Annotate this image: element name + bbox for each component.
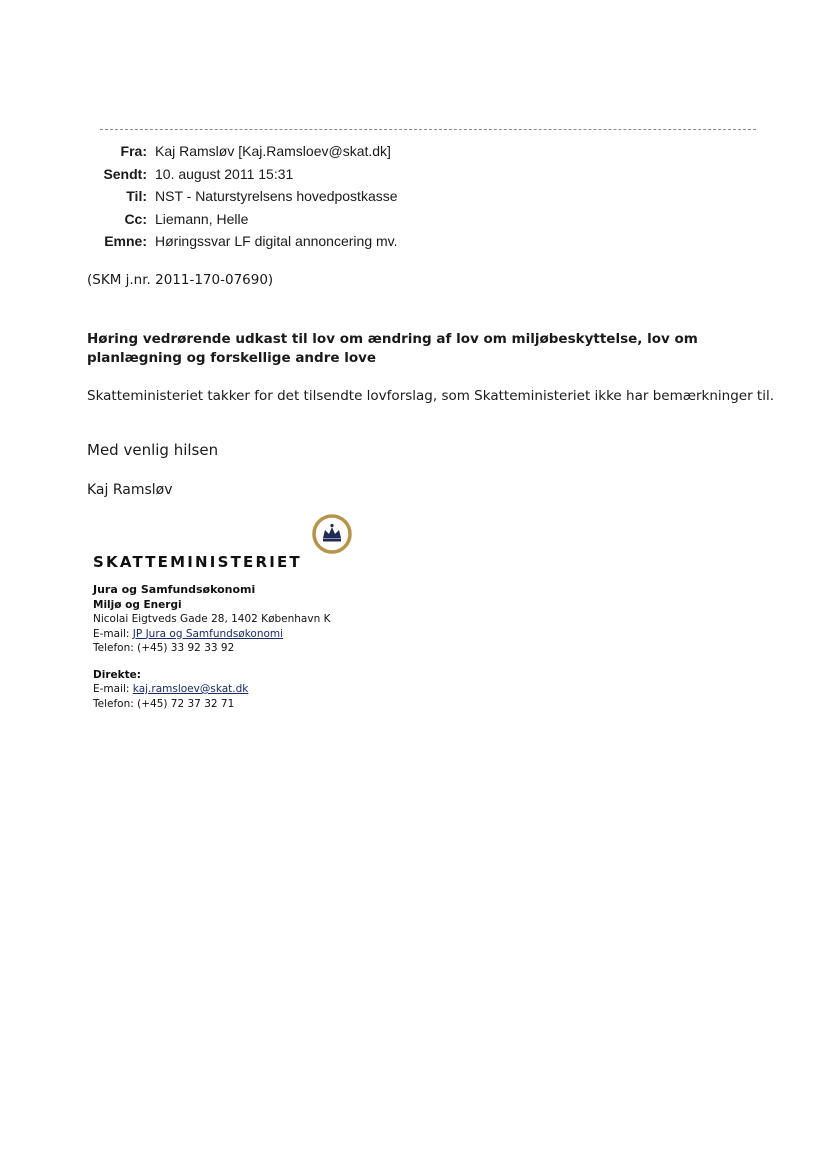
direct-email-line: [93, 682, 330, 697]
from-row: [100, 140, 398, 163]
direct-label: Direkte:: [93, 668, 141, 681]
direct-email-link[interactable]: kaj.ramsloev@skat.dk: [132, 683, 249, 695]
sent-row: [100, 163, 398, 186]
header-divider: [100, 129, 756, 130]
from-label: Fra:: [120, 143, 147, 159]
crown-crest-icon: [310, 512, 354, 556]
office-email-prefix: E-mail:: [93, 627, 133, 640]
subject-label: Emne:: [104, 233, 147, 249]
sent-label: Sendt:: [103, 165, 147, 182]
greeting: Med venlig hilsen: [87, 441, 219, 459]
to-value: NST - Naturstyrelsens hovedpostkasse: [155, 188, 398, 204]
signer-name: Kaj Ramsløv: [87, 482, 173, 498]
ministry-logo-text: SKATTEMINISTERIET: [93, 553, 302, 571]
subject-value: Høringssvar LF digital annoncering mv.: [155, 233, 398, 249]
office-email-line: [93, 627, 330, 642]
letter-heading: Høring vedrørende udkast til lov om ændring af lov om miljøbeskyttelse, lov om planlægning og forskellige andre love: [87, 331, 698, 366]
signature-block: [93, 583, 330, 711]
cc-label: Cc:: [124, 210, 147, 227]
letter-body: Skatteministeriet takker for det tilsendte lovforslag, som Skatteministeriet ikke har bemærkninger til.: [87, 388, 775, 404]
address: Nicolai Eigtveds Gade 28, 1402 København K: [93, 613, 331, 625]
cc-value: Liemann, Helle: [155, 210, 249, 227]
cc-row: [100, 208, 398, 231]
sent-value: 10. august 2011 15:31: [155, 165, 294, 182]
office-email-link[interactable]: JP Jura og Samfundsøkonomi: [132, 627, 284, 640]
to-label: Til:: [126, 188, 147, 204]
department: Jura og Samfundsøkonomi: [93, 583, 256, 596]
direct-email-prefix: E-mail:: [93, 683, 133, 695]
to-row: [100, 185, 398, 208]
subdepartment: Miljø og Energi: [93, 598, 182, 611]
spacer: [93, 656, 330, 668]
subject-row: [100, 230, 398, 253]
case-reference: (SKM j.nr. 2011-170-07690): [87, 272, 274, 288]
from-value: Kaj Ramsløv [Kaj.Ramsloev@skat.dk]: [155, 143, 391, 159]
direct-phone: Telefon: (+45) 72 37 32 71: [93, 697, 235, 710]
email-header: [100, 140, 398, 253]
office-phone: Telefon: (+45) 33 92 33 92: [93, 642, 235, 654]
